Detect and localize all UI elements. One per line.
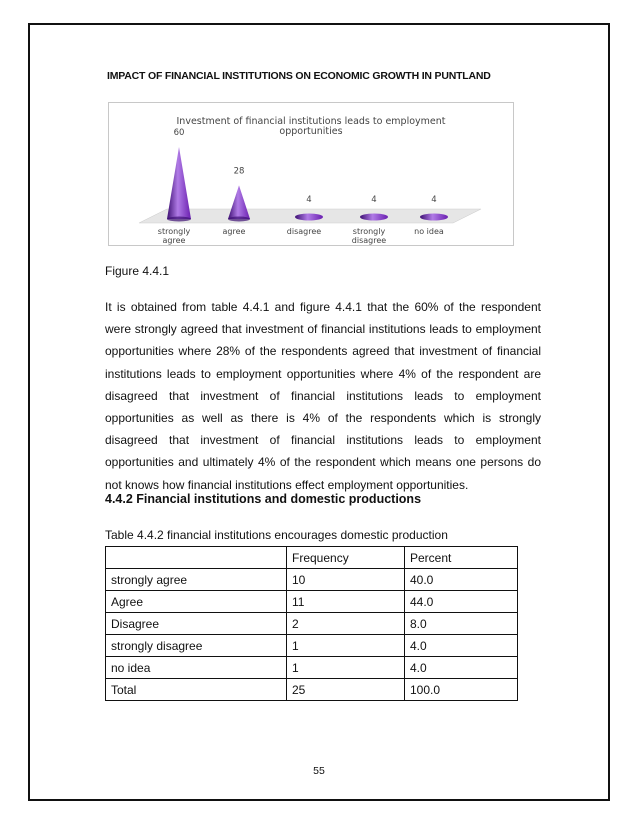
row-label: Disagree <box>106 613 287 635</box>
bar-base <box>228 217 250 222</box>
data-label: 4 <box>371 195 377 206</box>
frequency-cell: 25 <box>287 679 405 701</box>
percent-cell: 44.0 <box>405 591 518 613</box>
pyramid-chart <box>109 103 513 245</box>
tick-label: strongly <box>157 227 191 236</box>
body-paragraph: It is obtained from table 4.4.1 and figure 4.4.1 that the 60% of the respondent were strongly agreed that investment of financial institutions leads to employment opportunities where 28% of the respondents agreed that investment of financial institutions leads to employment opportunities where 4% of the respondent are disagreed that investment of financial institutions leads to employment opportunities as well as there is 4% of the respondents which is strongly disagreed that investment of financial institutions leads to employment opportunities and ultimately 4% of the respondent which means one persons do not knows how financial institutions effect employment opportunities. <box>105 300 541 492</box>
table-row <box>106 569 518 591</box>
table-row <box>106 591 518 613</box>
tick-label: no idea <box>414 227 444 236</box>
data-label: 4 <box>306 195 312 206</box>
row-label: strongly agree <box>106 569 287 591</box>
data-label: 28 <box>233 166 245 177</box>
table-row <box>106 657 518 679</box>
bar-strongly-agree <box>167 147 191 219</box>
row-label: strongly disagree <box>106 635 287 657</box>
tick-label: disagree <box>351 236 387 245</box>
percent-cell: 4.0 <box>405 635 518 657</box>
bar-agree <box>228 185 250 219</box>
data-label: 4 <box>431 195 437 206</box>
table-header-row <box>106 547 518 569</box>
bar-strongly-disagree <box>360 214 388 221</box>
frequency-cell: 1 <box>287 635 405 657</box>
tick-label: agree <box>162 236 186 245</box>
percent-cell: 8.0 <box>405 613 518 635</box>
percent-cell: 40.0 <box>405 569 518 591</box>
tick-label: strongly <box>352 227 386 236</box>
table-total-row <box>106 679 518 701</box>
running-header: IMPACT OF FINANCIAL INSTITUTIONS ON ECONOMIC GROWTH IN PUNTLAND <box>107 70 491 82</box>
figure-caption: Figure 4.4.1 <box>105 264 170 278</box>
frequency-cell: 10 <box>287 569 405 591</box>
tick-label: disagree <box>286 227 322 236</box>
percent-cell: 4.0 <box>405 657 518 679</box>
percent-cell: 100.0 <box>405 679 518 701</box>
table-row <box>106 635 518 657</box>
row-label: Total <box>106 679 287 701</box>
row-label: Agree <box>106 591 287 613</box>
header-cell-blank <box>106 547 287 569</box>
page-number: 55 <box>313 765 325 777</box>
tick-label: agree <box>222 227 246 236</box>
data-label: 60 <box>173 128 185 138</box>
row-label: no idea <box>106 657 287 679</box>
chart-title: Investment of financial institutions leads to employment <box>176 116 446 127</box>
table-row <box>106 613 518 635</box>
bar-base <box>167 217 191 222</box>
section-heading: 4.4.2 Financial institutions and domestic productions <box>105 492 422 506</box>
chart-title: opportunities <box>279 126 343 137</box>
bar-no-idea <box>420 214 448 221</box>
frequency-table <box>105 546 518 701</box>
chart-figure <box>108 102 514 246</box>
table-caption: Table 4.4.2 financial institutions encourages domestic production <box>105 528 448 542</box>
frequency-cell: 2 <box>287 613 405 635</box>
frequency-cell: 11 <box>287 591 405 613</box>
frequency-cell: 1 <box>287 657 405 679</box>
bar-disagree <box>295 214 323 221</box>
header-cell-percent: Percent <box>405 547 518 569</box>
header-cell-frequency: Frequency <box>287 547 405 569</box>
